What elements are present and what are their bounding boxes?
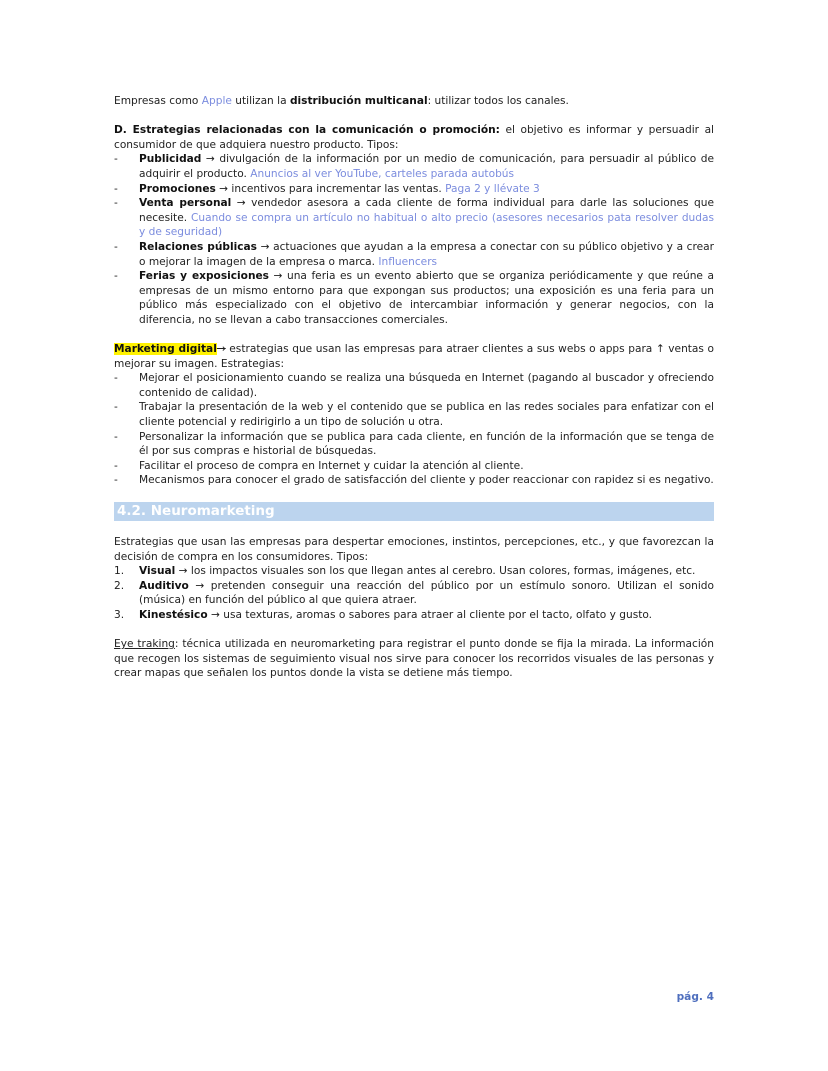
list-item: 3. Kinestésico → usa texturas, aromas o sabores para atraer al cliente por el tacto, olfato y gusto. [114,609,653,621]
page-content [114,94,714,681]
list-item: - Relaciones públicas → actuaciones que ayudan a la empresa a conectar con su público objetivo y a crear o mejorar la imagen de la empresa o marca. Influencers [114,240,714,268]
neuromarketing-intro: Estrategias que usan las empresas para despertar emociones, instintos, percepciones, etc., y que favorezcan la decisión de compra en los consumidores. Tipos: [114,536,714,563]
list-item: - Mecanismos para conocer el grado de satisfacción del cliente y poder reaccionar con rapidez si es negativo. [114,474,714,487]
page-number: pág. 4 [676,991,714,1003]
intro-paragraph: Empresas como Apple utilizan la distribución multicanal: utilizar todos los canales. [114,95,569,107]
list-item: - Mejorar el posicionamiento cuando se realiza una búsqueda en Internet (pagando al buscador y ofreciendo contenido de calidad). [114,372,714,399]
digital-marketing-highlight: Marketing digital [114,343,217,356]
list-item: 2. Auditivo → pretenden conseguir una reacción del público por un estímulo sonoro. Utilizan el sonido (música) en función del público al que quiera atraer. [114,579,714,607]
eye-tracking-paragraph: Eye traking: técnica utilizada en neuromarketing para registrar el punto donde se fija la mirada. La información que recogen los sistemas de seguimiento visual nos sirve para conocer los recorridos visuales de las personas y crear mapas que señalen los puntos donde la vista se detiene más tiempo. [114,638,714,680]
list-item: - Ferias y exposiciones → una feria es un evento abierto que se organiza periódicamente y que reúne a empresas de un mismo entorno para que expongan sus productos; una exposición es una feria para un público más especializado con el objetivo de intercambiar información y generar negocios, con la diferencia, no se llevan a cabo transacciones comerciales. [114,270,714,326]
multichannel-term: distribución multicanal [289,95,428,107]
section-heading-neuromarketing: 4.2. Neuromarketing [114,502,714,521]
digital-marketing-paragraph: Marketing digital→ estrategias que usan las empresas para atraer clientes a sus webs o apps para ↑ ventas o mejorar su imagen. Estrategias: [114,343,714,370]
list-item: - Venta personal → vendedor asesora a cada cliente de forma individual para darle las soluciones que necesite. Cuando se compra un artículo no habitual o alto precio (asesores necesarios pata resolver dudas y de seguridad) [114,197,714,239]
eye-tracking-term: Eye traking [114,638,175,651]
neuromarketing-list [114,564,714,622]
list-item: - Publicidad → divulgación de la información por un medio de comunicación, para persuadir al público de adquirir el producto. Anuncios al ver YouTube, carteles parada autobús [114,153,714,180]
list-item: - Promociones → incentivos para incrementar las ventas. Paga 2 y llévate 3 [114,182,540,195]
list-item: - Personalizar la información que se publica para cada cliente, en función de la información que se tenga de él por sus compras e historial de búsquedas. [114,430,714,458]
struck-arrow: → [216,343,226,356]
list-item: - Facilitar el proceso de compra en Internet y cuidar la atención al cliente. [114,459,524,472]
list-item: - Trabajar la presentación de la web y el contenido que se publica en las redes sociales para enfatizar con el cliente potencial y redirigirlo a un tipo de solución u otra. [114,401,714,429]
apple-example: Apple [201,95,232,107]
digital-marketing-list [114,371,714,488]
promotion-list [114,152,714,327]
list-item: 1. Visual → los impactos visuales son los que llegan antes al cerebro. Usan colores, formas, imágenes, etc. [114,565,696,578]
promotion-strategies-heading: D. Estrategias relacionadas con la comunicación o promoción: el objetivo es informar y persuadir al consumidor de que adquiera nuestro producto. Tipos: [114,124,715,151]
